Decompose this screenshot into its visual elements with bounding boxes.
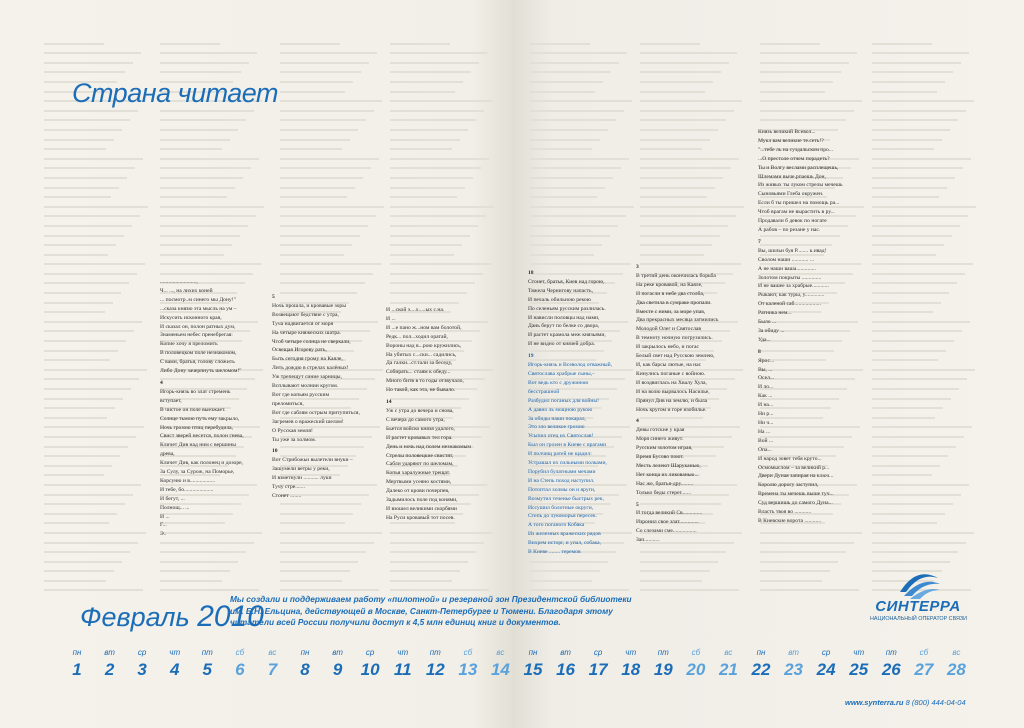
poem-line: В третий день окончилась борьба	[636, 272, 716, 279]
poem-line: Вы, шильи буя Р........ к.ивад!	[758, 247, 827, 254]
poem-line: Два прекрасных месяца затмились	[636, 317, 719, 324]
poem-line: Прянул Див на землю, и была	[636, 397, 708, 404]
poem-line: На четыре княжеских шатра.	[272, 329, 342, 336]
poem-line: древа,	[160, 451, 175, 458]
poem-line: Из живых ты луком стрелы мечешь	[758, 182, 843, 189]
day-of-week-label: пн	[528, 648, 538, 657]
day-of-week-label: чт	[397, 648, 409, 657]
poem-line: преломиться,	[272, 400, 304, 407]
poem-line: Вместе с ними, за море упав,	[636, 308, 706, 315]
poem-line: И ло...	[758, 384, 774, 391]
poem-line: Но такой, как эта, не бывало.	[386, 387, 456, 394]
poem-line: И народ зовет тебя круто...	[758, 455, 822, 462]
poem-line: Русским золотом играя,	[636, 445, 693, 452]
poem-line: По селеньям русским разлилась.	[528, 305, 606, 312]
poem-line: С вами, братья, голову сложить	[160, 359, 235, 366]
poem-line: Опа...	[758, 446, 772, 453]
poem-line: 10	[272, 448, 278, 455]
poem-line: Солнце тьмою путь ему закрыло,	[160, 415, 240, 422]
poem-line: ...О престоле отчем порадеть?	[758, 155, 830, 162]
poem-line: Вы, ...	[758, 366, 773, 373]
calendar-day	[390, 648, 416, 680]
calendar-day	[781, 648, 807, 680]
poem-line: Был он грозен в Киеве с врагами	[528, 442, 607, 449]
poem-line: И нависли половцы над нами,	[528, 314, 600, 321]
day-of-week-label: пн	[756, 648, 766, 657]
day-of-week-label: пт	[201, 648, 213, 657]
calendar-day	[162, 648, 188, 680]
poem-line: Стонет ........	[272, 492, 302, 499]
poem-line: Иссушил болотные округи,	[528, 504, 594, 511]
poem-line: Два светила в сумраке пропали.	[636, 299, 712, 306]
poem-line: ...сказа князю эта мысль на ум –	[160, 305, 237, 312]
poem-line: Мертвыми усеяно костями,	[386, 479, 452, 486]
poem-line: 7	[758, 238, 761, 245]
poem-line: Князь великий Всевол...	[758, 129, 816, 135]
poem-line: Ярос...	[758, 357, 775, 364]
poem-line: Золотом покрыты ..............	[758, 274, 822, 281]
poem-column	[528, 266, 612, 557]
calendar-day	[422, 648, 448, 680]
poem-line: Изронил свое злат..............	[636, 519, 699, 526]
poem-line: Месть лелеют Шаруканью,	[636, 462, 701, 469]
poem-line: Вой ...	[758, 437, 774, 444]
poem-line: Копие хочу я преломить	[160, 341, 218, 348]
poem-line: Возвещают бедствие с утра,	[272, 311, 339, 318]
day-of-week-label: вт	[332, 648, 343, 657]
poem-line: И воздвиглась на Хвалу Хула,	[636, 379, 707, 386]
poem-line: Собирать... стаям к обеду...	[386, 369, 451, 376]
website-link[interactable]: www.synterra.ru	[845, 698, 904, 707]
poem-line: И, как барсы лютые, на нас	[636, 361, 702, 368]
day-number: 22	[751, 660, 771, 679]
poem-line: Степь до лукоморья пересек.	[528, 513, 597, 520]
day-number: 27	[914, 660, 934, 679]
poem-line: Задымилось поле под конями,	[386, 497, 458, 504]
poem-line: Мукл вам великие те.сеть!?	[758, 137, 824, 144]
poem-line: Осмомыслом – за великий р...	[758, 464, 830, 471]
day-number: 9	[332, 660, 343, 679]
poem-line: ..........................,	[160, 279, 198, 285]
poem-line: Девы готские у края	[636, 427, 685, 434]
poem-line: Чтоб четыре солнца не сверкали,	[272, 338, 351, 345]
poem-line: Святослава храбрые сыны,–	[528, 370, 595, 377]
poem-line: И тогда великий Св..............	[636, 510, 703, 517]
poem-line: Знаменьем небес пренебрегая:	[160, 332, 233, 339]
day-of-week-label: вс	[952, 648, 961, 657]
poem-line: Это зло великое грозою	[528, 424, 585, 431]
day-of-week-label: ср	[821, 648, 831, 657]
day-of-week-label: чт	[853, 648, 865, 657]
day-number: 7	[267, 660, 278, 679]
poem-line: 4	[160, 379, 163, 386]
poem-line: Освещая Игореву рать,	[272, 347, 327, 354]
phone-number: 8 (800) 444-04-04	[905, 698, 966, 707]
day-number: 12	[425, 660, 445, 679]
poem-line: А того поганого Кобяка	[528, 522, 585, 529]
description-text: Мы создали и поддерживаем работу «пилотной» и резервной зон Президентской библиотеки им. Б.Н. Ельцина, действующей в Москве, Санкт-Петербурге и Тюмени. Благодаря этому читатели всей России получили доступ к 4,5 млн единиц книг и документов.	[230, 594, 632, 628]
poem-line: Усыпил отец их Святослав!	[528, 433, 594, 440]
poem-line: Устрашал их сильными полками,	[528, 460, 607, 467]
poem-column	[758, 128, 843, 526]
poem-line: В половецком поле незнакомом,	[160, 350, 237, 357]
poem-line: От каленой саб...................	[758, 301, 821, 308]
day-number: 15	[523, 660, 543, 679]
poem-line: Ты и Волгу веслами расплещешь,	[758, 164, 839, 171]
poem-line: Королю дорогу заступил,	[758, 482, 819, 489]
poem-line: И погасли в небе два столба,	[636, 290, 705, 297]
day-of-week-label: сб	[463, 648, 473, 657]
month-year: 2010	[197, 600, 264, 633]
poem-line: И на Степь поход наступил.	[528, 477, 595, 484]
poem-line: Полнощ... ...	[160, 504, 190, 511]
poem-line: Загремев о вражеский шелом!	[272, 418, 344, 425]
poem-line: Чтоб врагам не вырастить в ру...	[758, 209, 835, 216]
poem-line: Сабли ударяют по шеломам,	[386, 461, 454, 468]
day-number: 3	[137, 660, 147, 679]
poem-line: Молодой Олег и Святослав	[636, 326, 701, 333]
poem-line: Ни р...	[758, 411, 774, 418]
poem-line: Только беды стерег.......	[636, 489, 692, 496]
day-number: 1	[72, 660, 82, 679]
day-number: 21	[718, 660, 738, 679]
poem-line: На ...	[758, 428, 771, 435]
calendar-day	[553, 648, 579, 680]
poem-line: 19	[528, 353, 534, 360]
poem-line: Времена ты мечешь выше туч...	[758, 491, 834, 498]
calendar-strip	[60, 648, 972, 688]
poem-line: Уж трепещут синие зарницы,	[272, 374, 342, 381]
poem-line: Нас же, братья-дру.........	[636, 480, 694, 487]
poem-line: В темноту ночную погрузились.	[636, 335, 713, 342]
poem-line: 3	[636, 264, 639, 270]
poem-line: О Русская земля!	[272, 427, 313, 434]
poem-line: Шлемами выче.рпаешь Дон,	[758, 173, 826, 180]
day-number: 13	[458, 660, 478, 679]
month-name: Февраль	[80, 602, 190, 632]
poem-line: ... посмотр..м синего мы Дону!"	[160, 296, 236, 303]
page-title: Страна читает	[72, 78, 278, 108]
day-number: 6	[235, 660, 245, 679]
day-number: 4	[169, 660, 180, 679]
day-number: 5	[202, 660, 213, 679]
day-of-week-label: сб	[919, 648, 929, 657]
day-of-week-label: пт	[885, 648, 897, 657]
poem-line: И растет кровавых тел гора.	[386, 434, 453, 441]
synterra-logo	[870, 570, 966, 622]
poem-line: Власть твоя во ............	[758, 509, 812, 516]
calendar-day	[683, 648, 709, 680]
poem-line: Вот где саблям острым притупиться,	[272, 409, 360, 416]
day-number: 8	[300, 660, 310, 679]
poem-line: И ...	[386, 315, 396, 322]
poem-line: Потоптал холмы он и яруги,	[528, 486, 596, 493]
poem-line: 14	[386, 399, 392, 406]
poem-column	[160, 278, 244, 539]
poem-line: Если б ты пришел на помощь ра...	[758, 200, 840, 207]
calendar-day	[911, 648, 937, 680]
day-of-week-label: вс	[724, 648, 733, 657]
calendar-day	[618, 648, 644, 680]
poem-line: 5	[636, 501, 639, 508]
poem-line: Лить дождю в стрелах калёных!	[272, 365, 349, 372]
calendar-day	[194, 648, 220, 680]
calendar-day	[813, 648, 839, 680]
poem-line: Вихрем исторг, и упал, собака,	[528, 540, 602, 547]
poem-column	[386, 306, 471, 523]
calendar-day	[292, 648, 318, 680]
poem-line: Туча надвигается от моря	[272, 320, 334, 327]
day-of-week-label: пт	[429, 648, 441, 657]
day-of-week-label: вс	[268, 648, 277, 657]
poem-line: Далеко от крови почерпев,	[386, 488, 450, 495]
day-of-week-label: пн	[72, 648, 82, 657]
globe-icon	[894, 570, 942, 600]
poem-line: Дань берут по белке со двора,	[528, 323, 600, 330]
poem-line: За обиды наши покарал,	[528, 415, 586, 422]
poem-line: И не видно от князей добра.	[528, 341, 596, 348]
day-of-week-label: сб	[691, 648, 701, 657]
poem-line: И взметнули ........... луки	[272, 475, 332, 482]
poem-line: Вот ведь кто с дружиною	[528, 379, 589, 386]
calendar-day	[357, 648, 383, 680]
poem-line: Ночь грозою птиц перебудила,	[160, 424, 234, 431]
day-number: 10	[360, 660, 380, 679]
poem-line: Ратника нем...	[758, 310, 792, 317]
day-of-week-label: сб	[235, 648, 245, 657]
poem-line: вступает,	[160, 397, 182, 404]
poem-line: Всплывают молнии кругом.	[272, 383, 339, 390]
day-of-week-label: вт	[104, 648, 115, 657]
poem-line: Вот Стрибожьи вылетели внуки –	[272, 457, 353, 464]
poem-line: И на...	[758, 402, 774, 409]
poem-line: А не наши ваша..............	[758, 265, 816, 272]
poem-line: Белый свет над Русскою землею,	[636, 353, 715, 360]
poem-line: И закрылось небо, и погас	[636, 344, 699, 351]
poem-line: Ч... ..., на лихих коней	[160, 287, 213, 294]
poem-line: Вороны над в...рою кружились,	[386, 342, 462, 349]
poem-line: И сказал он, полон ратных дум,	[160, 323, 236, 330]
poem-line: Осел...	[758, 375, 775, 382]
poem-line: Сволом наши ............ ...	[758, 256, 815, 263]
poem-column	[272, 290, 360, 501]
poem-line: 4	[636, 418, 639, 425]
calendar-day	[129, 648, 155, 680]
poem-line: И растет крамола меж князьями,	[528, 332, 606, 339]
poem-line: Моря синего живут.	[636, 436, 684, 443]
poem-line: День и ночь над полем незнакомым	[386, 443, 471, 450]
poem-line: бесстрашной	[528, 388, 560, 395]
poem-column	[636, 260, 718, 545]
day-of-week-label: пт	[657, 648, 669, 657]
poem-line: Стонет, братья, Киев над горою,	[528, 278, 605, 285]
poem-line: 18	[528, 270, 534, 276]
poem-line: И ...ской э....х.....ых с.на.	[386, 307, 445, 313]
poem-line: Со слезами сме.................	[636, 528, 697, 535]
calendar-day	[585, 648, 611, 680]
poem-line: Кинулись поганые с войною.	[636, 370, 706, 377]
poem-line: Сыновьями Глеба окружен.	[758, 191, 824, 198]
poem-line: Стрелы половецкие свистят,	[386, 452, 454, 459]
poem-line: В Киеве ........ теремов	[528, 549, 581, 556]
day-number: 25	[849, 660, 869, 679]
poem-line: Возмутил теченье быстрых рек,	[528, 495, 604, 502]
poem-line: На убитых с...ски... садились,	[386, 351, 457, 358]
poem-line: Да галки...ст.тали за беседу,	[386, 360, 453, 367]
poem-line: Разбудил поганых для войны!	[528, 397, 600, 404]
day-number: 24	[816, 660, 836, 679]
calendar-day	[715, 648, 741, 680]
day-number: 2	[104, 660, 115, 679]
poem-line: Двери Дуная запирая на ключ...	[758, 473, 834, 480]
poem-line: Бьется войско князя удалого,	[386, 425, 455, 432]
day-number: 20	[686, 660, 706, 679]
poem-line: Уж с утра до вечера и снова,	[386, 407, 454, 414]
calendar-day	[487, 648, 513, 680]
poem-line: Нет конца их ликованью...	[636, 471, 699, 478]
poem-line: Рыкают, как туры, у..............	[758, 292, 825, 299]
poem-line: Тучу стре.......	[272, 484, 306, 491]
day-number: 16	[556, 660, 576, 679]
day-number: 14	[490, 660, 510, 679]
poem-line: Г...	[160, 522, 167, 529]
day-number: 28	[946, 660, 966, 679]
poem-line: И на волю вырвалось Насилье,	[636, 388, 710, 395]
poem-line: Вот где копьям русским	[272, 391, 330, 398]
poem-line: И ...	[160, 513, 170, 520]
poem-line: Суд вершишь до самого Дуна...	[758, 500, 833, 507]
poem-line: Кличет Див, как полонец и дозоре,	[160, 460, 243, 467]
background-text-column	[872, 40, 980, 600]
day-of-week-label: вс	[496, 648, 505, 657]
calendar-day	[97, 648, 123, 680]
calendar-day	[64, 648, 90, 680]
poem-line: Игорь-князь во злат стремень	[160, 388, 231, 395]
day-of-week-label: вт	[560, 648, 571, 657]
poem-line: И бегут, ...	[160, 495, 185, 502]
poem-line: И ...е пано ж...ном вам болотой,	[386, 324, 462, 331]
poem-line: В чистое он поле выезжает.	[160, 406, 226, 413]
poem-line: Быть сегодня грому на Каяле,	[272, 356, 343, 363]
day-of-week-label: вт	[788, 648, 799, 657]
background-text-column	[44, 40, 152, 600]
poem-line: Из железных вражеских рядов	[528, 531, 601, 538]
day-number: 26	[881, 660, 901, 679]
poem-line: Как ...	[758, 393, 773, 400]
poem-line: На реке кровавой, на Каяле,	[636, 281, 703, 288]
poem-line: Порубил булатными мечами	[528, 468, 596, 475]
poem-line: За обиду ...	[758, 327, 785, 334]
day-number: 19	[653, 660, 673, 679]
day-of-week-label: ср	[365, 648, 375, 657]
day-of-week-label: ср	[137, 648, 147, 657]
poem-line: Уда...	[758, 336, 771, 343]
day-of-week-label: чт	[169, 648, 181, 657]
poem-line: 8	[758, 348, 761, 355]
poem-line: На Руси кровавый тот посев.	[386, 514, 455, 521]
day-number: 11	[393, 660, 412, 679]
poem-line: В Киевские ворота ............	[758, 517, 822, 524]
poem-line: Ночь прошла, и кровавые зоры	[272, 302, 346, 309]
logo-tagline: НАЦИОНАЛЬНЫЙ ОПЕРАТОР СВЯЗИ	[870, 616, 968, 622]
calendar-day	[943, 648, 969, 680]
poem-line: Кличет Див над ним с вершины	[160, 442, 236, 449]
poem-line: Свист зверей несется, полон гнева,	[160, 433, 244, 440]
poem-line: Ты уже за холмом.	[272, 436, 317, 443]
day-number: 17	[588, 660, 608, 679]
poem-line: Ночь кругом и горе изобилье.	[636, 406, 707, 413]
calendar-day	[325, 648, 351, 680]
poem-line: А давно ль мощною рукою	[528, 406, 593, 413]
day-number: 18	[621, 660, 641, 679]
calendar-day	[846, 648, 872, 680]
poem-line: Тяжела Чернигову напасть,	[528, 287, 593, 294]
poem-line: И не вашее за храбрые............	[758, 283, 829, 290]
logo-name: СИНТЕРРА	[875, 598, 961, 615]
poem-line: Копья харалужные трещат.	[386, 470, 451, 477]
day-of-week-label: чт	[625, 648, 637, 657]
contact-info	[845, 698, 966, 707]
poem-line: За Сулу, за Сурож, на Поморье,	[160, 469, 235, 476]
poem-line: Игорь-князь и Всеволод отважный,	[528, 362, 613, 369]
calendar-day	[748, 648, 774, 680]
calendar-day	[520, 648, 546, 680]
poem-line: С вечера до самого утра,	[386, 416, 445, 423]
poem-line: Зашумели ветры у реки,	[272, 466, 330, 473]
poem-line: Редк... пол...ходил оратай,	[386, 333, 448, 340]
poem-line: Либо Дону зачерпнуть шеломом!"	[160, 368, 242, 375]
poem-line: И печаль обильною рекою	[528, 296, 591, 303]
poem-line: Было ...	[758, 319, 777, 326]
calendar-day	[455, 648, 481, 680]
day-number: 23	[784, 660, 804, 679]
calendar-day	[878, 648, 904, 680]
poem-line: Много битв в то годы отзвучало,	[386, 378, 464, 385]
poem-line: Зап...........	[636, 537, 660, 544]
poem-line: И полчищ ратей не щадил:	[528, 451, 592, 458]
day-of-week-label: пн	[300, 648, 310, 657]
poem-line: Ни ч...	[758, 420, 774, 426]
calendar-day	[227, 648, 253, 680]
poem-line: Продавали б девок по ногате	[758, 218, 827, 225]
calendar-day	[259, 648, 285, 680]
poem-line: А рабов – по резане у нас.	[758, 226, 821, 233]
poem-line: И тебе, бо.....................	[160, 486, 214, 493]
poem-line: И взошел великими скорбями	[386, 505, 457, 512]
day-of-week-label: ср	[593, 648, 603, 657]
poem-line: Время Бусово поют.	[636, 454, 684, 461]
poem-line: Корсуню и в..................	[160, 477, 216, 484]
calendar-day	[650, 648, 676, 680]
poem-line: 5	[272, 294, 275, 300]
poem-line: Искусить исконного края,	[160, 314, 222, 321]
poem-line: Э..	[160, 531, 167, 538]
poem-line: "...тебе ль на суздальском про...	[758, 146, 834, 153]
